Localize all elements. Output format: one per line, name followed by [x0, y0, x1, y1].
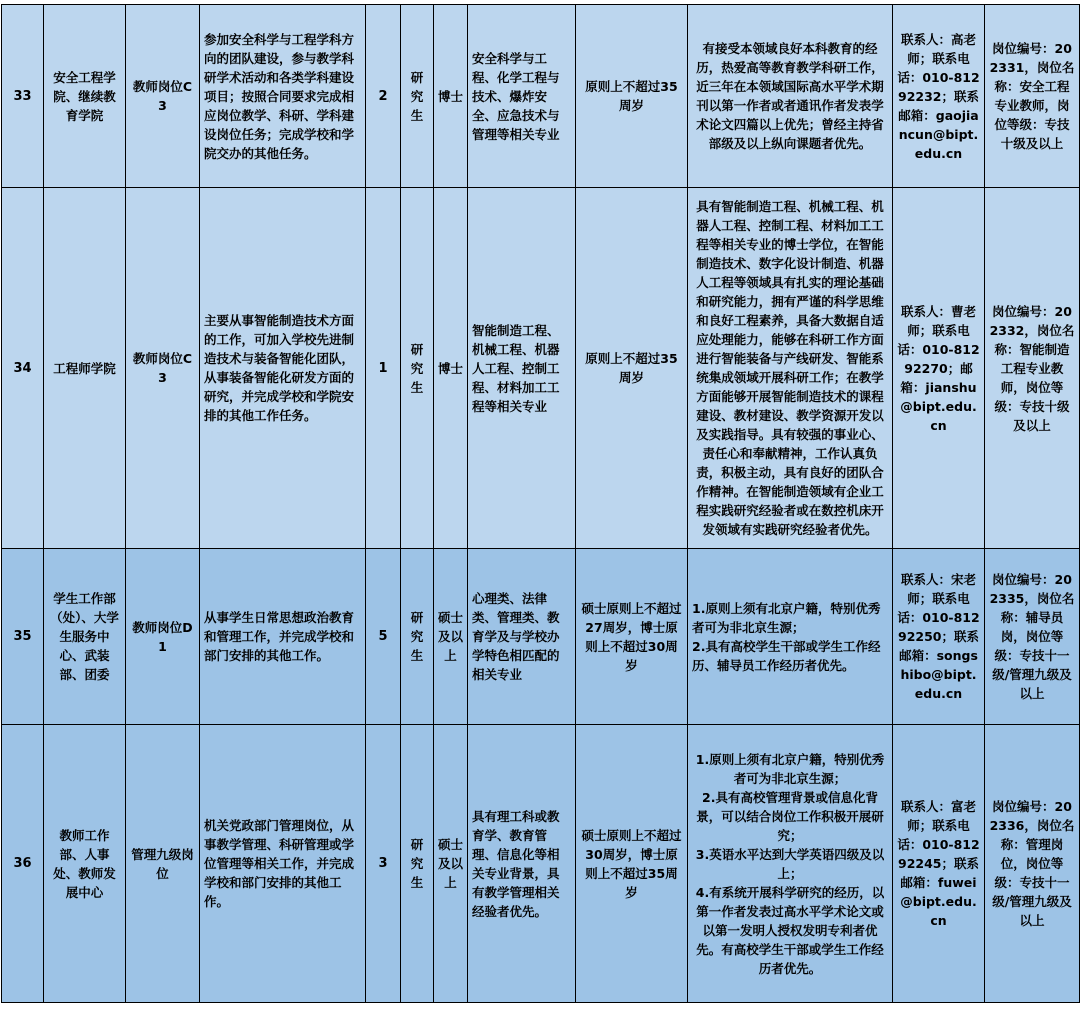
- major-cell: 安全科学与工程、化学工程与技术、爆炸安全、应急技术与管理等相关专业: [468, 5, 576, 188]
- contact-cell: 联系人：富老师；联系电话：010-81292245；联系邮箱：fuwei@bipt.edu.cn: [893, 725, 985, 1003]
- requirements-cell: 1.原则上须有北京户籍，特别优秀者可为非北京生源； 2.具有高校学生干部或学生工作经历、辅导员工作经历者优先。: [688, 549, 893, 725]
- education-cell: 研究生: [401, 725, 434, 1003]
- table-row: [2, 188, 1080, 549]
- major-cell: 心理类、法律类、管理类、教育学及与学校办学特色相匹配的相关专业: [468, 549, 576, 725]
- education-cell: 研究生: [401, 549, 434, 725]
- degree-cell: 博士: [434, 188, 468, 549]
- major-cell: 具有理工科或教育学、教育管理、信息化等相关专业背景，具有教学管理相关经验者优先。: [468, 725, 576, 1003]
- duty-cell: 参加安全科学与工程学科方向的团队建设，参与教学科研学术活动和各类学科建设项目；按照合同要求完成相应岗位教学、科研、学科建设岗位任务；完成学校和学院交办的其他任务。: [200, 5, 366, 188]
- age-cell: 硕士原则上不超过30周岁，博士原则上不超过35周岁: [576, 725, 688, 1003]
- post-info-cell: 岗位编号：202331，岗位名称：安全工程专业教师，岗位等级：专技十级及以上: [985, 5, 1080, 188]
- contact-cell: 联系人：宋老师；联系电话：010-81292250；联系邮箱：songshibo@bipt.edu.cn: [893, 549, 985, 725]
- education-cell: 研究生: [401, 5, 434, 188]
- post-type-cell: 教师岗位D1: [126, 549, 200, 725]
- contact-cell: 联系人：曹老师；联系电话：010-81292270；邮箱：jianshu@bipt.edu.cn: [893, 188, 985, 549]
- recruitment-table: [1, 4, 1080, 1003]
- post-info-cell: 岗位编号：202332，岗位名称：智能制造工程专业教师，岗位等级：专技十级及以上: [985, 188, 1080, 549]
- duty-cell: 主要从事智能制造技术方面的工作，可加入学校先进制造技术与装备智能化团队，从事装备智能化研发方面的研究，并完成学校和学院安排的其他工作任务。: [200, 188, 366, 549]
- major-cell: 智能制造工程、机械工程、机器人工程、控制工程、材料加工工程等相关专业: [468, 188, 576, 549]
- post-type-cell: 教师岗位C3: [126, 188, 200, 549]
- table-row: [2, 725, 1080, 1003]
- headcount-cell: 2: [366, 5, 401, 188]
- requirements-cell: 有接受本领域良好本科教育的经历，热爱高等教育教学科研工作，近三年在本领域国际高水平学术期刊以第一作者或者通讯作者发表学术论文四篇以上优先；曾经主持省部级及以上纵向课题者优先。: [688, 5, 893, 188]
- headcount-cell: 5: [366, 549, 401, 725]
- row-number: 35: [2, 549, 44, 725]
- age-cell: 硕士原则上不超过27周岁，博士原则上不超过30周岁: [576, 549, 688, 725]
- table-row: [2, 549, 1080, 725]
- education-cell: 研究生: [401, 188, 434, 549]
- age-cell: 原则上不超过35周岁: [576, 5, 688, 188]
- headcount-cell: 1: [366, 188, 401, 549]
- row-number: 36: [2, 725, 44, 1003]
- post-type-cell: 教师岗位C3: [126, 5, 200, 188]
- degree-cell: 硕士及以上: [434, 549, 468, 725]
- age-cell: 原则上不超过35周岁: [576, 188, 688, 549]
- degree-cell: 博士: [434, 5, 468, 188]
- post-info-cell: 岗位编号：202335，岗位名称：辅导员岗，岗位等级：专技十一级/管理九级及以上: [985, 549, 1080, 725]
- degree-cell: 硕士及以上: [434, 725, 468, 1003]
- department-cell: 学生工作部（处）、大学生服务中心、武装部、团委: [44, 549, 126, 725]
- department-cell: 工程师学院: [44, 188, 126, 549]
- duty-cell: 从事学生日常思想政治教育和管理工作，并完成学校和部门安排的其他工作。: [200, 549, 366, 725]
- requirements-cell: 具有智能制造工程、机械工程、机器人工程、控制工程、材料加工工程等相关专业的博士学位，在智能制造技术、数字化设计制造、机器人工程等领域具有扎实的理论基础和研究能力，拥有严谨的科学思维和良好工程素养，具备大数据自适应处理能力，能够在科研工作方面进行智能装备与产线研发、智能系统集成领域开展科研工作；在教学方面能够开展智能制造技术的课程建设、教材建设、教学资源开发以及实践指导。具有较强的事业心、责任心和奉献精神，工作认真负责，积极主动，具有良好的团队合作精神。在智能制造领域有企业工程实践研究经验者或在数控机床开发领域有实践研究经验者优先。: [688, 188, 893, 549]
- requirements-cell: 1.原则上须有北京户籍，特别优秀者可为非北京生源； 2.具有高校管理背景或信息化背景，可以结合岗位工作积极开展研究； 3.英语水平达到大学英语四级及以上； 4.有系统开展科学研究的经历，以第一作者发表过高水平学术论文或以第一发明人授权发明专利者优先。有高校学生干部或学生工作经历者优先。: [688, 725, 893, 1003]
- row-number: 34: [2, 188, 44, 549]
- duty-cell: 机关党政部门管理岗位，从事教学管理、科研管理或学位管理等相关工作，并完成学校和部门安排的其他工作。: [200, 725, 366, 1003]
- post-info-cell: 岗位编号：202336，岗位名称：管理岗位，岗位等级：专技十一级/管理九级及以上: [985, 725, 1080, 1003]
- contact-cell: 联系人：高老师；联系电话：010-81292232；联系邮箱：gaojiancun@bipt.edu.cn: [893, 5, 985, 188]
- department-cell: 安全工程学院、继续教育学院: [44, 5, 126, 188]
- table-row: [2, 5, 1080, 188]
- row-number: 33: [2, 5, 44, 188]
- post-type-cell: 管理九级岗位: [126, 725, 200, 1003]
- headcount-cell: 3: [366, 725, 401, 1003]
- department-cell: 教师工作部、人事处、教师发展中心: [44, 725, 126, 1003]
